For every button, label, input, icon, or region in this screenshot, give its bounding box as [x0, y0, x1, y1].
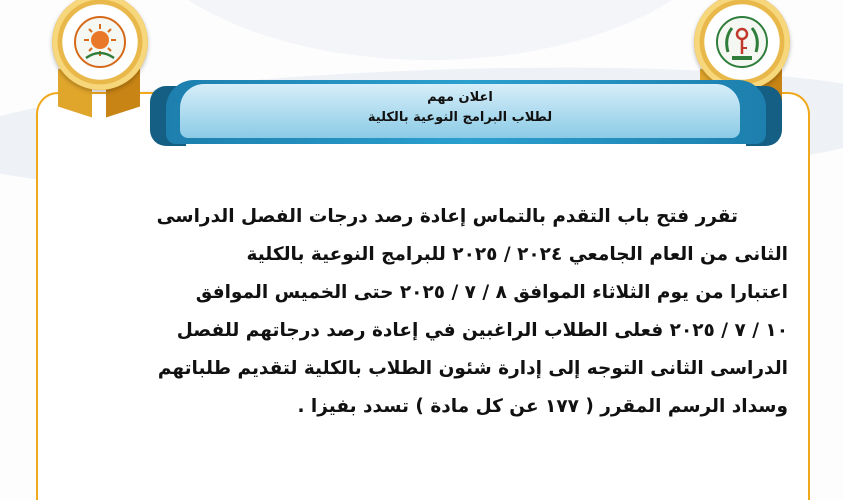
body-line: الدراسى الثانى التوجه إلى إدارة شئون الطلاب بالكلية لتقديم طلباتهم [157, 358, 788, 379]
background-swoosh [120, 0, 740, 60]
sun-emblem-icon [76, 18, 124, 66]
body-line: الثانى من العام الجامعي ٢٠٢٤ / ٢٠٢٥ للبرامج النوعية بالكلية [246, 244, 788, 265]
announcement-subtitle: لطلاب البرامج النوعية بالكلية [367, 110, 553, 125]
body-line: اعتبارا من يوم الثلاثاء الموافق ٨ / ٧ / ٢٠٢٥ حتى الخميس الموافق [195, 282, 788, 303]
body-line: وسداد الرسم المقرر ( ١٧٧ عن كل مادة ) تسدد بفيزا . [297, 396, 788, 417]
announcement-title: اعلان مهم [427, 90, 493, 105]
key-wreath-icon [718, 18, 766, 66]
body-line: ١٠ / ٧ / ٢٠٢٥ فعلى الطلاب الراغبين في إعادة رصد درجاتهم للفصل [176, 320, 788, 341]
emblem-core [74, 16, 126, 68]
emblem-core [716, 16, 768, 68]
body-line: تقرر فتح باب التقدم بالتماس إعادة رصد درجات الفصل الدراسى [156, 206, 738, 227]
announcement-body [70, 198, 788, 426]
banner-text [180, 88, 740, 128]
